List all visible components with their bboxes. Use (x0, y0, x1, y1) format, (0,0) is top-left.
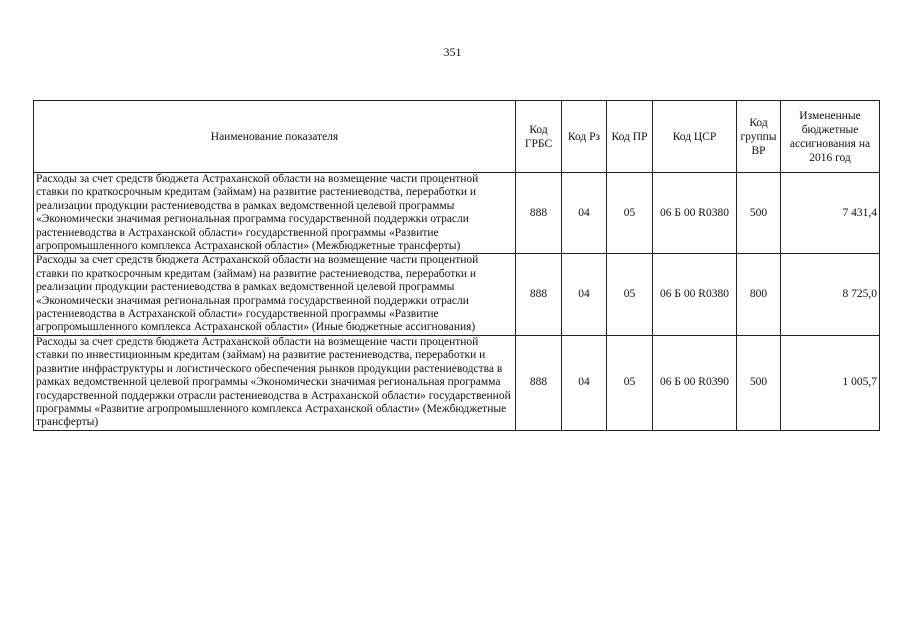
page-number: 351 (443, 45, 462, 59)
row-vr: 800 (737, 254, 781, 335)
table-row (34, 173, 880, 254)
budget-table (33, 100, 880, 431)
header-grbs: Код ГРБС (516, 101, 562, 173)
table-row (34, 254, 880, 335)
table-header-row (34, 101, 880, 173)
row-grbs: 888 (516, 173, 562, 254)
row-rz: 04 (562, 254, 607, 335)
row-name: Расходы за счет средств бюджета Астраханской области на возмещение части процентной ставки по инвестиционным кредитам (займам) на развитие растениеводства, переработки и развитие инфраструктуры и логистического обеспечения рынков продукции растениеводства в рамках ведомственной целевой программы «Экономически значимая региональная программа государственной поддержки отрасли растениеводства в Астраханской области» государственной программы «Развитие агропромышленного комплекса Астраханской области» (Межбюджетные трансферты) (34, 335, 516, 430)
row-pr: 05 (607, 335, 653, 430)
table-row (34, 335, 880, 430)
row-name: Расходы за счет средств бюджета Астраханской области на возмещение части процентной ставки по краткосрочным кредитам (займам) на развитие растениеводства, переработки и реализации продукции растениеводства в рамках ведомственной целевой программы «Экономически значимая региональная программа государственной поддержки отрасли растениеводства в Астраханской области» государственной программы «Развитие агропромышленного комплекса Астраханской области» (Межбюджетные трансферты) (34, 173, 516, 254)
row-name: Расходы за счет средств бюджета Астраханской области на возмещение части процентной ставки по краткосрочным кредитам (займам) на развитие растениеводства, переработки и реализации продукции растениеводства в рамках ведомственной целевой программы «Экономически значимая региональная программа государственной поддержки отрасли растениеводства в Астраханской области» государственной программы «Развитие агропромышленного комплекса Астраханской области» (Иные бюджетные ассигнования) (34, 254, 516, 335)
header-amount: Измененные бюджетные ассигнования на 2016 год (781, 101, 880, 173)
row-csr: 06 Б 00 R0380 (653, 254, 737, 335)
row-pr: 05 (607, 254, 653, 335)
row-grbs: 888 (516, 254, 562, 335)
row-vr: 500 (737, 335, 781, 430)
row-pr: 05 (607, 173, 653, 254)
header-rz: Код Рз (562, 101, 607, 173)
header-vr: Код группы ВР (737, 101, 781, 173)
row-amount: 1 005,7 (781, 335, 880, 430)
header-pr: Код ПР (607, 101, 653, 173)
row-rz: 04 (562, 335, 607, 430)
header-name: Наименование показателя (34, 101, 516, 173)
row-csr: 06 Б 00 R0380 (653, 173, 737, 254)
row-csr: 06 Б 00 R0390 (653, 335, 737, 430)
row-vr: 500 (737, 173, 781, 254)
row-rz: 04 (562, 173, 607, 254)
header-csr: Код ЦСР (653, 101, 737, 173)
row-amount: 8 725,0 (781, 254, 880, 335)
row-amount: 7 431,4 (781, 173, 880, 254)
row-grbs: 888 (516, 335, 562, 430)
